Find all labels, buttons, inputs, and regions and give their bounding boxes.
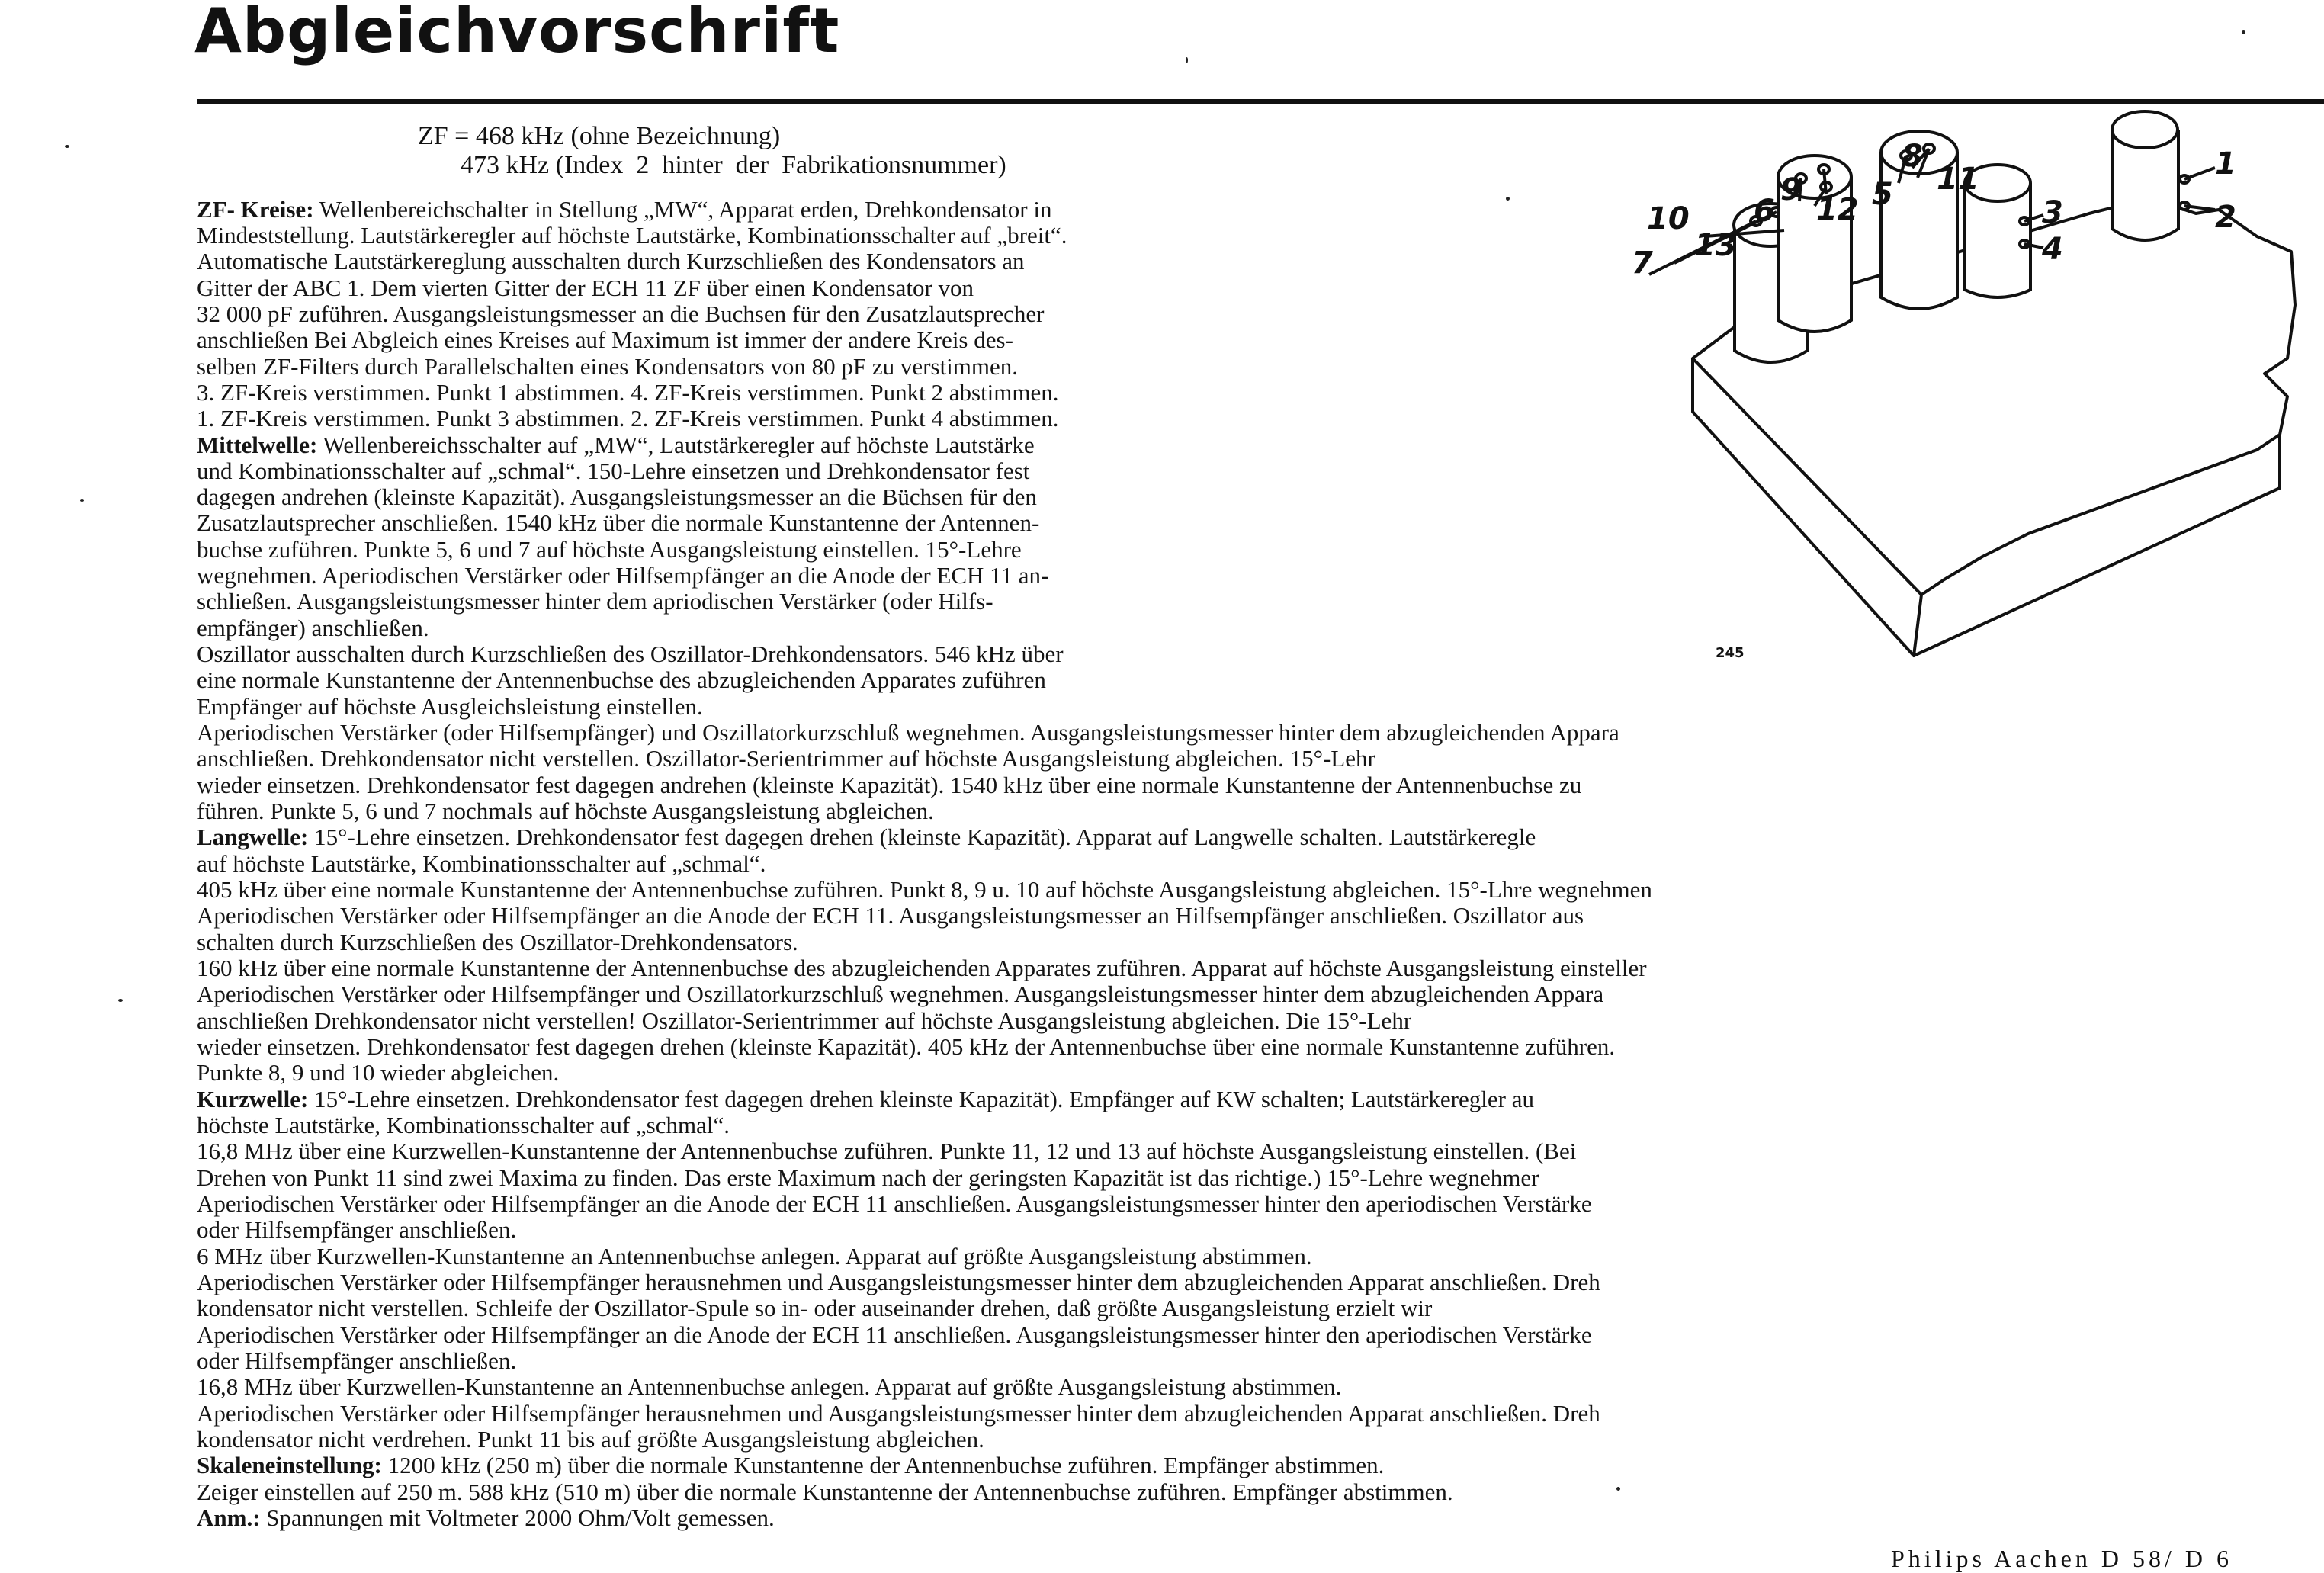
text-line: Skaleneinstellung: 1200 kHz (250 m) über die normale Kunstantenne der Antennenbuchse zuführen. Empfänger abstimmen. (197, 1452, 1385, 1478)
text-line: 32 000 pF zuführen. Ausgangsleistungsmesser an die Buchsen für den Zusatzlautsprecher (197, 300, 1045, 327)
diagram-label-9: 9 (1780, 172, 1802, 207)
coil-alignment-diagram (1632, 130, 2303, 679)
text-line: Aperiodischen Verstärker oder Hilfsempfänger herausnehmen und Ausgangsleistungsmesser hinter dem abzugleichenden Apparat anschließen. Dreh (197, 1269, 1600, 1295)
text-line: anschließen Drehkondensator nicht verstellen! Oszillator-Serientrimmer auf höchste Ausgangsleistung abgleichen. Die 15°-Lehr (197, 1007, 1412, 1034)
text-line: Aperiodischen Verstärker oder Hilfsempfänger an die Anode der ECH 11. Ausgangsleistungsmesser an Hilfsempfänger anschließen. Oszillator aus (197, 902, 1584, 929)
text-line: Empfänger auf höchste Ausgleichsleistung einstellen. (197, 693, 703, 720)
diagram-label-7: 7 (1632, 246, 1653, 281)
scan-speck (80, 499, 84, 502)
text-line: Drehen von Punkt 11 sind zwei Maxima zu finden. Das erste Maximum nach der geringsten Kapazität ist das richtige.) 15°-Lehre wegnehmer (197, 1164, 1539, 1191)
zf-line-2: 473 kHz (Index 2 hinter der Fabrikationsnummer) (461, 151, 1006, 179)
text-line: und Kombinationsschalter auf „schmal“. 150-Lehre einsetzen und Drehkondensator fest (197, 457, 1030, 484)
diagram-label-1: 1 (2215, 146, 2236, 181)
diagram-stamp: 245 (1716, 645, 1745, 661)
diagram-label-5: 5 (1872, 177, 1893, 212)
diagram-label-3: 3 (2042, 195, 2063, 230)
text-line: anschließen. Drehkondensator nicht verstellen. Oszillator-Serientrimmer auf höchste Ausgangsleistung abgleichen. 15°-Lehr (197, 745, 1375, 772)
scan-speck (118, 999, 123, 1002)
diagram-label-13: 13 (1694, 228, 1737, 263)
diagram-label-12: 12 (1816, 192, 1859, 227)
text-line: schalten durch Kurzschließen des Oszillator-Drehkondensators. (197, 929, 798, 955)
text-line: Anm.: Spannungen mit Voltmeter 2000 Ohm/Volt gemessen. (197, 1504, 775, 1531)
text-line: Mittelwelle: Wellenbereichsschalter auf „MW“, Lautstärkeregler auf höchste Lautstärke (197, 432, 1035, 458)
title-divider (197, 99, 2324, 104)
text-line: auf höchste Lautstärke, Kombinationsschalter auf „schmal“. (197, 850, 766, 877)
text-line: buchse zuführen. Punkte 5, 6 und 7 auf höchste Ausgangsleistung einstellen. 15°-Lehre (197, 536, 1022, 563)
scan-speck (65, 145, 69, 148)
chassis-front-face (1693, 358, 1921, 656)
text-line: Langwelle: 15°-Lehre einsetzen. Drehkondensator fest dagegen drehen (kleinste Kapazität). Apparat auf Langwelle schalten. Lautstärkeregle (197, 823, 1536, 850)
zf-line-1: ZF = 468 kHz (ohne Bezeichnung) (418, 122, 781, 150)
zf-frequency-block (418, 122, 1006, 180)
text-line: höchste Lautstärke, Kombinationsschalter auf „schmal“. (197, 1112, 730, 1138)
scan-speck (1186, 57, 1188, 63)
diagram-label-11: 11 (1937, 162, 1979, 197)
text-line: 6 MHz über Kurzwellen-Kunstantenne an Antennenbuchse anlegen. Apparat auf größte Ausgangsleistung abstimmen. (197, 1243, 1312, 1270)
text-line: wieder einsetzen. Drehkondensator fest dagegen andrehen (kleinste Kapazität). 1540 kHz über eine normale Kunstantenne der Antennenbuchse zu (197, 772, 1582, 798)
text-line: Zeiger einstellen auf 250 m. 588 kHz (510 m) über die normale Kunstantenne der Antennenbuchse zuführen. Empfänger abstimmen. (197, 1478, 1453, 1505)
text-line: wieder einsetzen. Drehkondensator fest dagegen drehen (kleinste Kapazität). 405 kHz der Antennenbuchse über eine normale Kunstantenne zuführen. (197, 1033, 1616, 1060)
text-line: Aperiodischen Verstärker oder Hilfsempfänger an die Anode der ECH 11 anschließen. Ausgangsleistungsmesser hinter den aperiodischen Verstärke (197, 1190, 1592, 1217)
text-line: Aperiodischen Verstärker (oder Hilfsempfänger) und Oszillatorkurzschluß wegnehmen. Ausgangsleistungsmesser hinter dem abzugleichenden Appara (197, 719, 1619, 746)
text-line: Zusatzlautsprecher anschließen. 1540 kHz über die normale Kunstantenne der Antennen- (197, 509, 1040, 536)
text-line: 1. ZF-Kreis verstimmen. Punkt 3 abstimmen. 2. ZF-Kreis verstimmen. Punkt 4 abstimmen. (197, 405, 1059, 432)
text-line: Punkte 8, 9 und 10 wieder abgleichen. (197, 1059, 560, 1086)
text-line: wegnehmen. Aperiodischen Verstärker oder Hilfsempfänger an die Anode der ECH 11 an- (197, 562, 1049, 589)
text-line: Oszillator ausschalten durch Kurzschließen des Oszillator-Drehkondensators. 546 kHz über (197, 640, 1064, 667)
text-line: dagegen andrehen (kleinste Kapazität). Ausgangsleistungsmesser an die Büchsen für den (197, 483, 1037, 510)
text-line: schließen. Ausgangsleistungsmesser hinter dem apriodischen Verstärker (oder Hilfs- (197, 588, 993, 615)
text-line: Mindeststellung. Lautstärkeregler auf höchste Lautstärke, Kombinationsschalter auf „breit“. (197, 222, 1067, 249)
diagram-label-10: 10 (1647, 201, 1690, 236)
scan-speck (1616, 1487, 1620, 1491)
text-line: ZF- Kreise: Wellenbereichschalter in Stellung „MW“, Apparat erden, Drehkondensator in (197, 196, 1052, 223)
text-line: selben ZF-Filters durch Parallelschalten eines Kondensators von 80 pF zu verstimmen. (197, 353, 1019, 380)
text-line: 405 kHz über eine normale Kunstantenne der Antennenbuchse zuführen. Punkt 8, 9 u. 10 auf höchste Ausgangsleistung abgleichen. 15°-Lhre wegnehmen (197, 876, 1652, 903)
text-line: kondensator nicht verstellen. Schleife der Oszillator-Spule so in- oder auseinander drehen, daß größte Ausgangsleistung erzielt wir (197, 1295, 1433, 1321)
text-line: 16,8 MHz über Kurzwellen-Kunstantenne an Antennenbuchse anlegen. Apparat auf größte Ausgangsleistung abstimmen. (197, 1373, 1342, 1400)
text-line: Aperiodischen Verstärker oder Hilfsempfänger und Oszillatorkurzschluß wegnehmen. Ausgangsleistungsmesser hinter dem abzugleichenden Appara (197, 981, 1604, 1007)
text-line: 16,8 MHz über eine Kurzwellen-Kunstantenne der Antennenbuchse zuführen. Punkte 11, 12 und 13 auf höchste Ausgangsleistung einstellen. (Bei (197, 1138, 1577, 1164)
scan-speck (1506, 197, 1510, 201)
diagram-label-8: 8 (1902, 139, 1923, 174)
text-line: empfänger) anschließen. (197, 615, 429, 641)
diagram-label-4: 4 (2042, 232, 2063, 267)
text-line: anschließen Bei Abgleich eines Kreises auf Maximum ist immer der andere Kreis des- (197, 326, 1013, 353)
text-line: führen. Punkte 5, 6 und 7 nochmals auf höchste Ausgangsleistung abgleichen. (197, 798, 934, 824)
text-line: Aperiodischen Verstärker oder Hilfsempfänger herausnehmen und Ausgangsleistungsmesser hinter dem abzugleichenden Apparat anschließen. Dreh (197, 1400, 1600, 1427)
text-line: Kurzwelle: 15°-Lehre einsetzen. Drehkondensator fest dagegen drehen kleinste Kapazität). Empfänger auf KW schalten; Lautstärkeregler au (197, 1086, 1534, 1112)
text-line: Aperiodischen Verstärker oder Hilfsempfänger an die Anode der ECH 11 anschließen. Ausgangsleistungsmesser hinter den aperiodischen Verstärke (197, 1321, 1592, 1348)
text-line: 3. ZF-Kreis verstimmen. Punkt 1 abstimmen. 4. ZF-Kreis verstimmen. Punkt 2 abstimmen. (197, 379, 1059, 406)
diagram-label-6: 6 (1754, 194, 1775, 229)
text-line: 160 kHz über eine normale Kunstantenne der Antennenbuchse des abzugleichenden Apparates zuführen. Apparat auf höchste Ausgangsleistung einsteller (197, 955, 1647, 981)
chassis-side-face (1914, 435, 2280, 656)
text-line: oder Hilfsempfänger anschließen. (197, 1216, 517, 1243)
page-title: Abgleichvorschrift (194, 0, 840, 66)
text-line: Automatische Lautstärkereglung ausschalten durch Kurzschließen des Kondensators an (197, 248, 1025, 274)
diagram-label-2: 2 (2215, 200, 2236, 235)
text-line: Gitter der ABC 1. Dem vierten Gitter der ECH 11 ZF über einen Kondensator von (197, 274, 974, 301)
text-line: oder Hilfsempfänger anschließen. (197, 1347, 517, 1374)
manufacturer-footer: Philips Aachen D 58/ D 6 (1891, 1545, 2233, 1572)
scan-speck (2242, 30, 2245, 34)
text-line: kondensator nicht verdrehen. Punkt 11 bis auf größte Ausgangsleistung abgleichen. (197, 1426, 984, 1453)
text-line: eine normale Kunstantenne der Antennenbuchse des abzugleichenden Apparates zuführen (197, 666, 1046, 693)
